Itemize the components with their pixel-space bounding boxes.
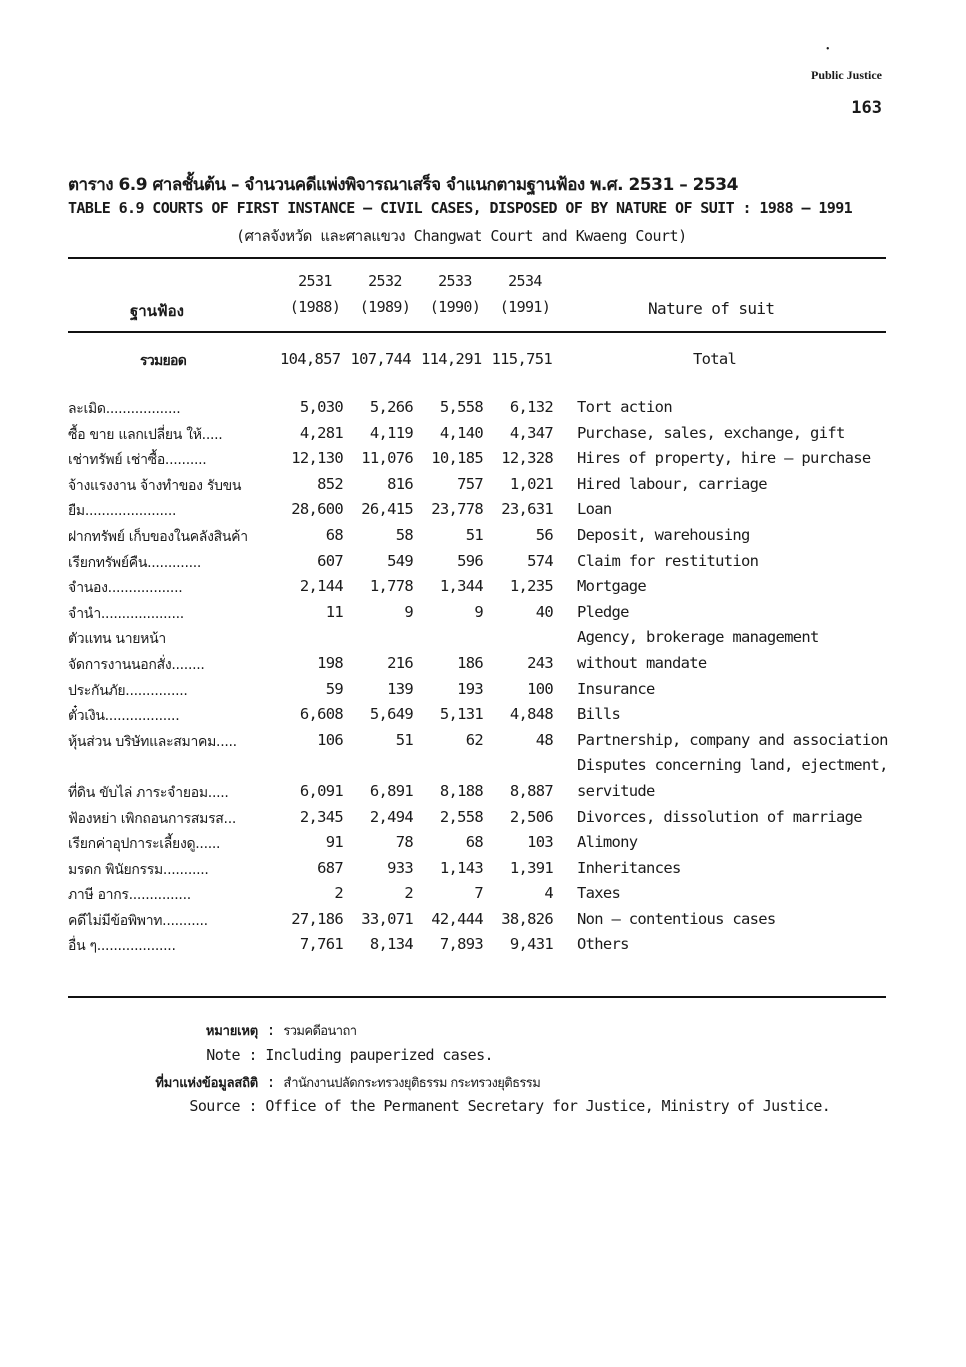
source-thai-label: ที่มาแห่งข้อมูลสถิติ: [155, 1076, 258, 1091]
row-value-1988: [273, 756, 343, 782]
row-value-1989: [343, 628, 413, 654]
row-label-english: Purchase, sales, exchange, gift: [577, 423, 845, 442]
row-value-1989: 33,071: [361, 909, 413, 928]
table-title-english: TABLE 6.9 COURTS OF FIRST INSTANCE – CIVIL CASES, DISPOSED OF BY NATURE OF SUIT : 1988 – 1991: [68, 199, 853, 217]
table-row: [68, 680, 897, 706]
row-label-thai: จำนำ....................: [68, 605, 184, 622]
row-value-1991: [483, 628, 553, 654]
year-be-4: 2534: [508, 272, 542, 290]
row-value-1990: 596: [457, 551, 483, 570]
note-separator: :: [248, 1046, 257, 1064]
row-value-1989: 78: [395, 833, 413, 852]
table-title-thai: ตาราง 6.9 ศาลชั้นต้น – จำนวนคดีแพ่งพิจารณาเสร็จ จำแนกตามฐานฟ้อง พ.ศ. 2531 – 2534: [68, 175, 738, 195]
row-label-english: Tort action: [577, 398, 672, 416]
row-value-1990: 10,185: [431, 449, 483, 468]
row-value-1989: 5,266: [369, 398, 413, 416]
row-value-1989: 216: [387, 653, 413, 672]
row-value-1990: 5,558: [439, 398, 483, 416]
row-value-1988: 68: [325, 525, 343, 544]
row-value-1990: 9: [474, 602, 483, 621]
total-value-1989: 107,744: [350, 350, 411, 368]
year-be-1: 2531: [298, 272, 332, 290]
table-row: [68, 884, 897, 910]
row-value-1988: 106: [317, 730, 343, 749]
row-value-1988: 607: [317, 551, 343, 570]
row-label-english: Insurance: [577, 679, 655, 698]
row-value-1990: 8,188: [439, 781, 483, 800]
row-label-thai: ยืม......................: [68, 503, 177, 520]
row-value-1989: 2: [404, 884, 413, 903]
year-ce-4: (1991): [499, 298, 551, 316]
row-value-1990: [413, 756, 483, 782]
row-value-1990: 2,558: [439, 807, 483, 826]
table-row: [68, 756, 897, 782]
row-value-1991: 243: [527, 653, 553, 672]
top-rule: [68, 257, 886, 259]
note-text: Including pauperized cases.: [265, 1046, 493, 1064]
source-thai-separator: :: [266, 1073, 275, 1091]
row-value-1991: 4,848: [509, 705, 553, 724]
row-value-1990: 757: [457, 474, 483, 493]
row-value-1991: 8,887: [509, 781, 553, 800]
table-row: [68, 782, 897, 808]
note-label: Note: [206, 1046, 240, 1064]
row-value-1990: 51: [465, 525, 483, 544]
row-label-thai: ซื้อ ขาย แลกเปลี่ยน ให้.....: [68, 426, 223, 443]
row-value-1991: 4,347: [509, 423, 553, 442]
row-value-1990: 1,143: [439, 858, 483, 877]
row-value-1990: 186: [457, 653, 483, 672]
row-label-english: Pledge: [577, 602, 629, 621]
row-label-thai: [68, 756, 273, 782]
row-value-1988: 2: [334, 884, 343, 903]
table-row: [68, 449, 897, 475]
row-label-english: Hired labour, carriage: [577, 474, 767, 493]
row-value-1988: 198: [317, 653, 343, 672]
row-value-1988: 2,144: [299, 577, 343, 596]
table-row: [68, 935, 897, 961]
note-line: [50, 1046, 493, 1064]
row-label-thai: มรดก พินัยกรรม...........: [68, 861, 209, 878]
source-label: Source: [189, 1097, 240, 1115]
header-rule: [68, 331, 886, 333]
total-value-1988: 104,857: [280, 350, 341, 368]
remark-thai-text: รวมคดีอนาถา: [283, 1024, 357, 1039]
row-value-1991: 1,235: [509, 577, 553, 596]
column-header-english: Nature of suit: [648, 299, 775, 318]
table-row: [68, 833, 897, 859]
row-value-1989: 139: [387, 679, 413, 698]
row-label-english: Inheritances: [577, 858, 681, 877]
row-label-english: Divorces, dissolution of marriage: [577, 807, 862, 826]
row-value-1988: 11: [325, 602, 343, 621]
row-value-1989: 9: [404, 602, 413, 621]
table-row: [68, 808, 897, 834]
source-text: Office of the Permanent Secretary for Justice, Ministry of Justice.: [265, 1097, 831, 1115]
row-value-1989: 26,415: [361, 500, 413, 519]
row-value-1990: 68: [465, 833, 483, 852]
row-value-1988: [273, 628, 343, 654]
row-value-1988: 852: [317, 474, 343, 493]
total-value-1991: 115,751: [491, 350, 552, 368]
row-value-1991: 1,391: [509, 858, 553, 877]
remark-thai-line: [68, 1020, 356, 1041]
row-label-thai: คดีไม่มีข้อพิพาท...........: [68, 912, 208, 929]
row-label-thai: ฟ้องหย่า เพิกถอนการสมรส...: [68, 810, 236, 827]
total-values: [280, 350, 552, 368]
table-row: [68, 705, 897, 731]
table-row: [68, 424, 897, 450]
row-value-1989: [343, 756, 413, 782]
row-value-1988: 91: [325, 833, 343, 852]
year-be-3: 2533: [438, 272, 472, 290]
row-value-1988: 28,600: [291, 500, 343, 519]
table-subtitle: (ศาลจังหวัด และศาลแขวง Changwat Court and Kwaeng Court): [236, 227, 687, 245]
year-be-2: 2532: [368, 272, 402, 290]
data-table: [68, 398, 897, 961]
row-value-1989: 11,076: [361, 449, 413, 468]
row-value-1989: 816: [387, 474, 413, 493]
row-value-1991: 23,631: [501, 500, 553, 519]
total-label-thai: รวมยอด: [140, 353, 187, 369]
row-value-1989: 51: [395, 730, 413, 749]
row-label-thai: ที่ดิน ขับไล่ ภาระจำยอม.....: [68, 784, 229, 801]
row-label-thai: จัดการงานนอกสั่ง........: [68, 656, 205, 673]
row-label-english: Others: [577, 935, 629, 954]
table-row: [68, 500, 897, 526]
row-value-1988: 59: [325, 679, 343, 698]
row-label-english: without mandate: [577, 653, 707, 672]
table-row: [68, 475, 897, 501]
table-row: [68, 628, 897, 654]
row-value-1989: 58: [395, 525, 413, 544]
row-label-english: Deposit, warehousing: [577, 525, 750, 544]
row-value-1988: 27,186: [291, 909, 343, 928]
row-value-1989: 549: [387, 551, 413, 570]
row-label-english: Disputes concerning land, ejectment,: [577, 756, 888, 775]
row-value-1990: [413, 628, 483, 654]
row-value-1991: 12,328: [501, 449, 553, 468]
year-ce-3: (1990): [429, 298, 481, 316]
row-label-thai: ละเมิด..................: [68, 401, 181, 417]
row-value-1990: 5,131: [439, 705, 483, 724]
table-row: [68, 552, 897, 578]
row-value-1991: 9,431: [509, 935, 553, 954]
row-label-thai: ประกันภัย...............: [68, 682, 188, 699]
row-value-1988: 5,030: [299, 398, 343, 416]
row-value-1989: 2,494: [369, 807, 413, 826]
row-value-1991: 56: [535, 525, 553, 544]
row-label-english: Hires of property, hire – purchase: [577, 449, 871, 468]
row-value-1990: 23,778: [431, 500, 483, 519]
row-value-1990: 4,140: [439, 423, 483, 442]
column-header-thai: ฐานฟ้อง: [130, 302, 184, 320]
row-value-1990: 7,893: [439, 935, 483, 954]
row-label-thai: อื่น ๆ...................: [68, 938, 176, 955]
row-value-1989: 4,119: [369, 423, 413, 442]
page-dot: •: [826, 44, 830, 55]
row-value-1988: 687: [317, 858, 343, 877]
row-value-1991: 48: [535, 730, 553, 749]
row-label-english: Agency, brokerage management: [577, 628, 819, 647]
table-row: [68, 859, 897, 885]
row-value-1991: 103: [527, 833, 553, 852]
row-value-1991: 100: [527, 679, 553, 698]
row-value-1989: 1,778: [369, 577, 413, 596]
row-value-1991: 2,506: [509, 807, 553, 826]
row-label-thai: ภาษี อากร...............: [68, 887, 191, 904]
table-row: [68, 910, 897, 936]
row-label-thai: จำนอง..................: [68, 580, 183, 597]
row-value-1991: 1,021: [509, 474, 553, 493]
row-value-1990: 193: [457, 679, 483, 698]
row-label-english: Bills: [577, 705, 621, 724]
row-value-1989: 8,134: [369, 935, 413, 954]
total-label-english: Total: [693, 350, 737, 368]
table-row: [68, 603, 897, 629]
row-value-1991: [483, 756, 553, 782]
row-label-english: Alimony: [577, 833, 638, 852]
row-value-1989: 933: [387, 858, 413, 877]
source-separator: :: [248, 1097, 257, 1115]
row-value-1991: 6,132: [509, 398, 553, 416]
row-value-1988: 6,091: [299, 781, 343, 800]
row-label-thai: ฝากทรัพย์ เก็บของในคลังสินค้า: [68, 528, 248, 545]
remark-separator: :: [266, 1021, 275, 1039]
row-label-thai: จ้างแรงงาน จ้างทำของ รับขน: [68, 477, 242, 494]
row-value-1988: 4,281: [299, 423, 343, 442]
row-value-1991: 40: [535, 602, 553, 621]
page-number: 163: [851, 98, 882, 118]
row-value-1989: 5,649: [369, 705, 413, 724]
row-label-thai: เช่าทรัพย์ เช่าซื้อ..........: [68, 452, 207, 469]
row-value-1988: 6,608: [299, 705, 343, 724]
year-ce-2: (1989): [359, 298, 411, 316]
row-label-thai: เรียกค่าอุปการะเลี้ยงดู......: [68, 836, 221, 853]
row-value-1991: 38,826: [501, 909, 553, 928]
table-row: [68, 398, 897, 424]
source-thai-text: สำนักงานปลัดกระทรวงยุติธรรม กระทรวงยุติธรรม: [283, 1076, 541, 1091]
table-row: [68, 577, 897, 603]
table-row: [68, 654, 897, 680]
row-value-1990: 42,444: [431, 909, 483, 928]
row-value-1991: 574: [527, 551, 553, 570]
section-title: Public Justice: [811, 68, 882, 82]
row-value-1990: 7: [474, 884, 483, 903]
row-label-english: Mortgage: [577, 577, 647, 596]
table-row: [68, 526, 897, 552]
row-label-english: Loan: [577, 500, 612, 519]
row-value-1988: 7,761: [299, 935, 343, 954]
row-label-thai: หุ้นส่วน บริษัทและสมาคม.....: [68, 733, 237, 750]
row-value-1988: 12,130: [291, 449, 343, 468]
row-label-english: Partnership, company and association: [577, 730, 888, 749]
year-ce-1: (1988): [289, 298, 341, 316]
row-label-english: servitude: [577, 781, 655, 800]
source-line: [50, 1097, 830, 1115]
source-thai-line: [68, 1072, 540, 1093]
row-value-1990: 62: [465, 730, 483, 749]
total-value-1990: 114,291: [421, 350, 482, 368]
row-label-english: Non – contentious cases: [577, 909, 776, 928]
row-label-thai: ตัวแทน นายหน้า: [68, 631, 166, 648]
table-row: [68, 731, 897, 757]
row-label-english: Claim for restitution: [577, 551, 759, 570]
row-label-thai: ตั๋วเงิน..................: [68, 708, 180, 725]
bottom-rule: [68, 996, 886, 998]
remark-thai-label: หมายเหตุ: [205, 1024, 258, 1039]
row-value-1991: 4: [544, 884, 553, 903]
row-value-1988: 2,345: [299, 807, 343, 826]
row-label-english: Taxes: [577, 884, 621, 903]
row-value-1990: 1,344: [439, 577, 483, 596]
row-label-thai: เรียกทรัพย์คืน.............: [68, 554, 202, 571]
row-value-1989: 6,891: [369, 781, 413, 800]
